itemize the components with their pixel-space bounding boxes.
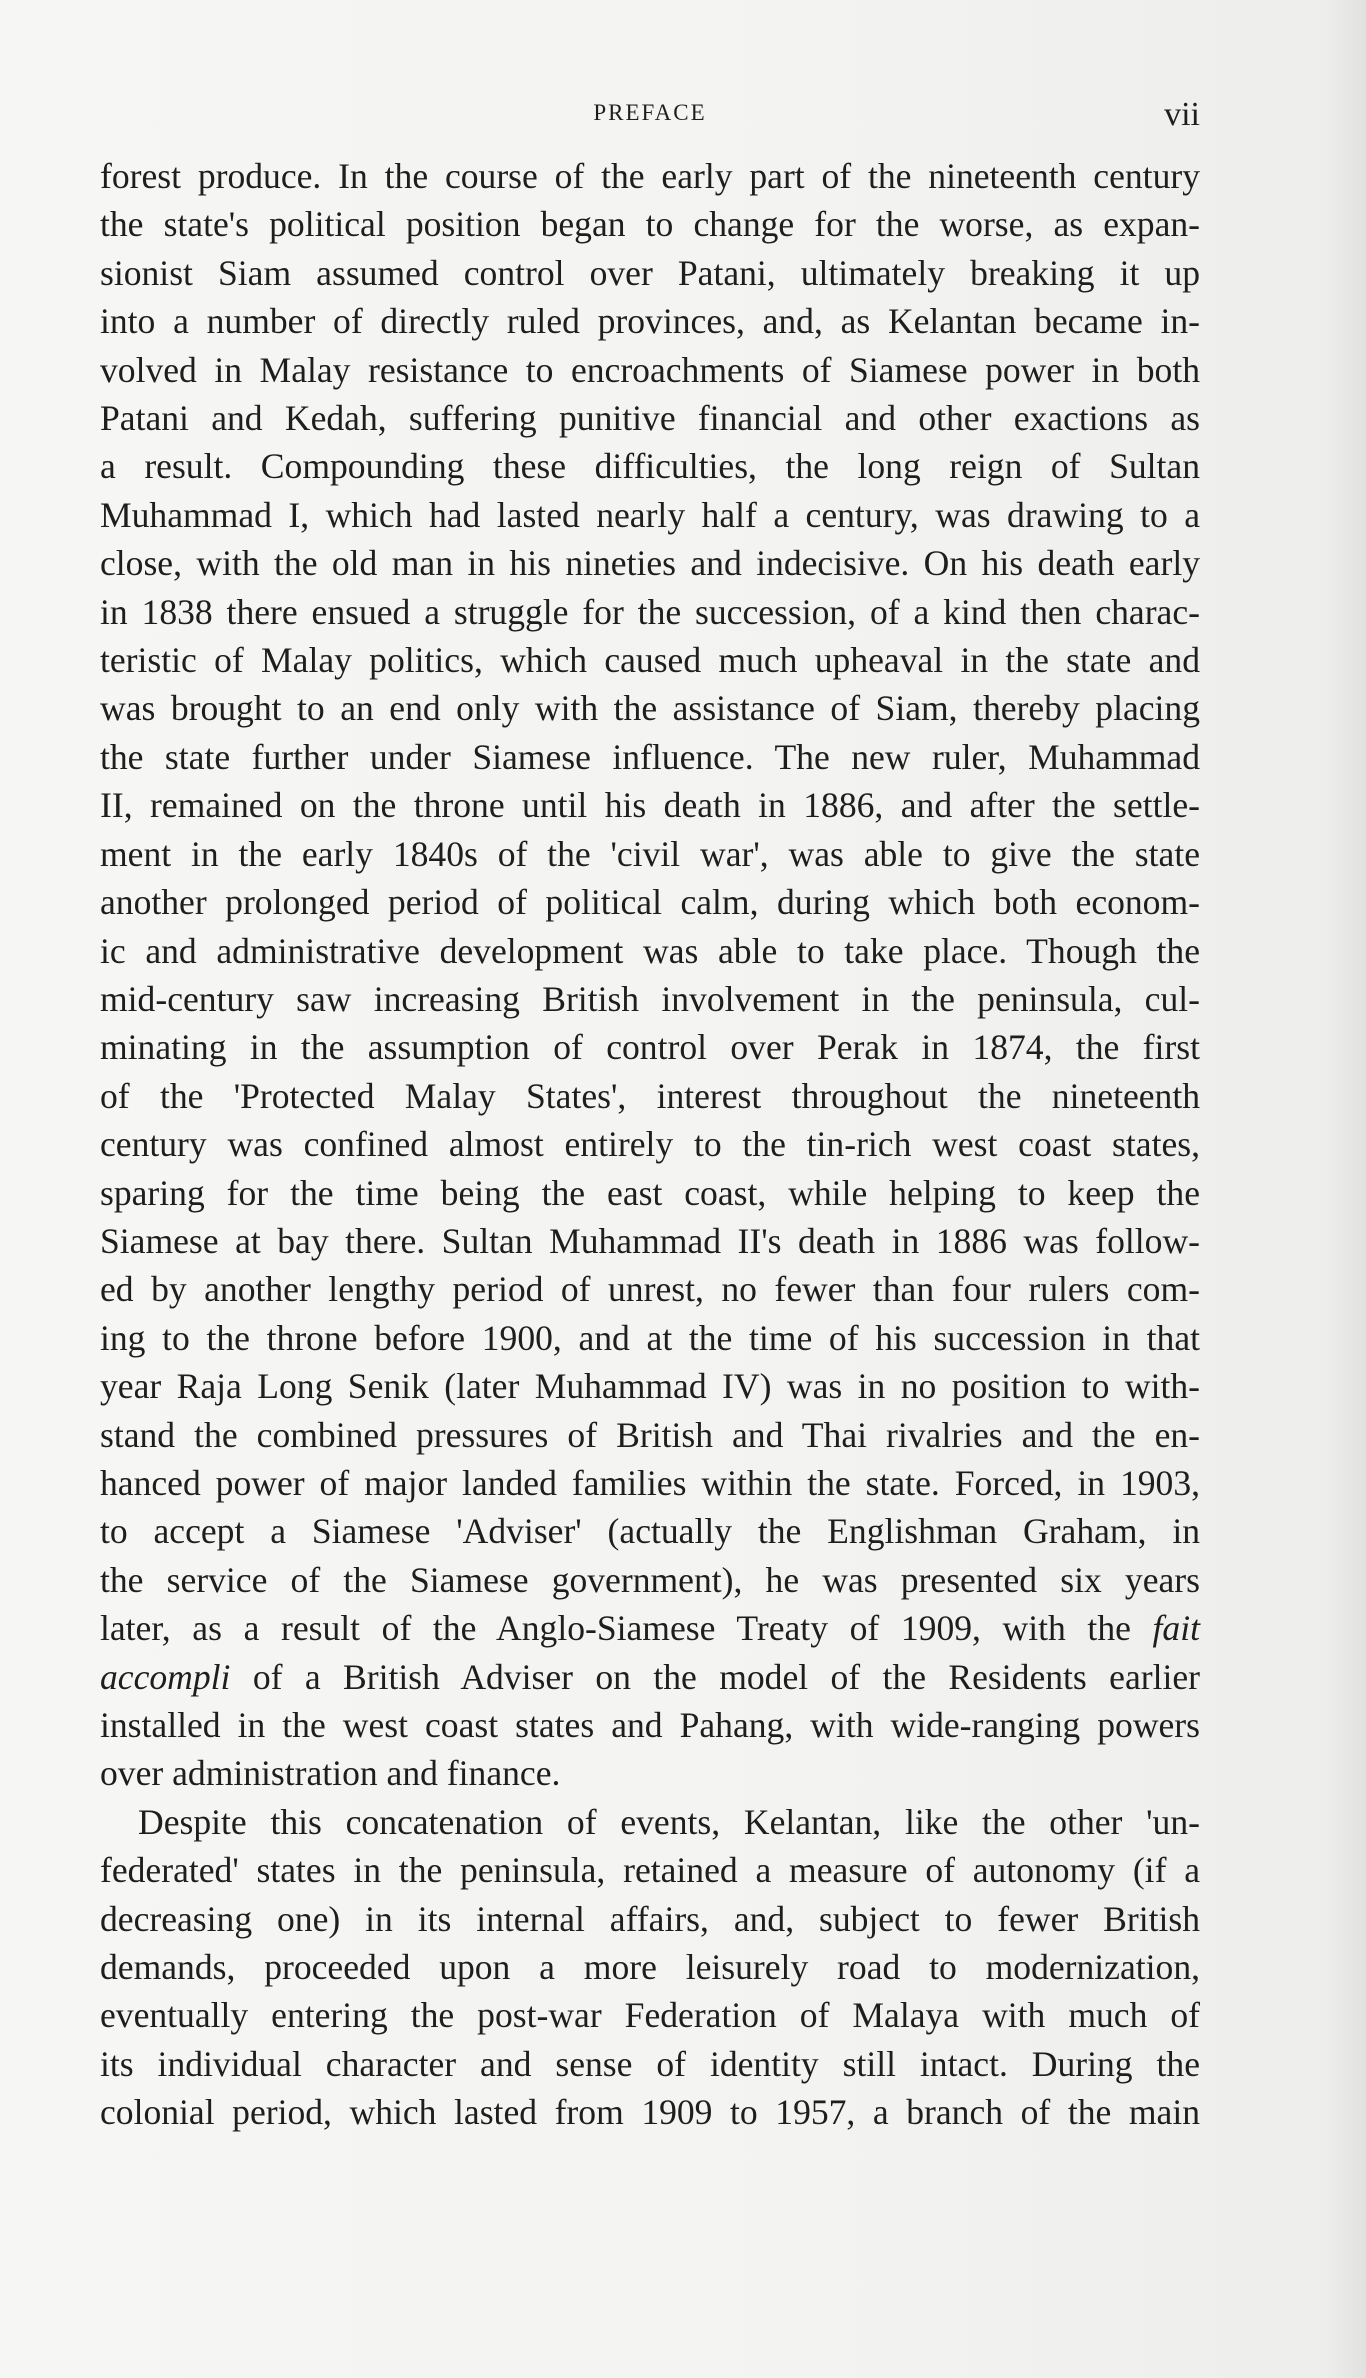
page-number: vii [1164, 96, 1200, 133]
text-line: ment in the early 1840s of the 'civil war', was able to give the state [100, 833, 1200, 874]
text-line: century was confined almost entirely to the tin-rich west coast states, [100, 1124, 1200, 1165]
text-line [100, 1604, 1200, 1652]
text-line: over administration and finance. [100, 1753, 561, 1794]
text-line: into a number of directly ruled provinces, and, as Kelantan became in- [100, 301, 1200, 342]
text-line: its individual character and sense of identity still intact. During the [100, 2043, 1200, 2084]
text-line: Muhammad I, which had lasted nearly half a century, was drawing to a [100, 494, 1200, 535]
text-line: of the 'Protected Malay States', interest throughout the nineteenth [100, 1075, 1200, 1116]
text-line: the service of the Siamese government), he was presented six years [100, 1559, 1200, 1600]
text-line: installed in the west coast states and Pahang, with wide-ranging powers [100, 1705, 1200, 1745]
paragraph-1 [100, 152, 1200, 1798]
text-line: was brought to an end only with the assistance of Siam, thereby placing [100, 688, 1200, 729]
text-line: the state further under Siamese influence. The new ruler, Muhammad [100, 736, 1200, 777]
italic-term: fait [1152, 1608, 1200, 1649]
page-edge-shadow [1326, 0, 1366, 2378]
text-line: to accept a Siamese 'Adviser' (actually the Englishman Graham, in [100, 1511, 1200, 1552]
text-line: hanced power of major landed families within the state. Forced, in 1903, [100, 1462, 1200, 1503]
text-line: decreasing one) in its internal affairs, and, subject to fewer British [100, 1898, 1200, 1939]
text-line: Patani and Kedah, suffering punitive financial and other exactions as [100, 398, 1200, 439]
text-line: sparing for the time being the east coast, while helping to keep the [100, 1172, 1200, 1213]
text-line: Despite this concatenation of events, Kelantan, like the other 'un- [138, 1801, 1200, 1842]
text-line: year Raja Long Senik (later Muhammad IV) was in no position to with- [100, 1366, 1200, 1407]
text-line: ing to the throne before 1900, and at the time of his succession in that [100, 1317, 1200, 1358]
body-text [100, 152, 1200, 2137]
text-line: another prolonged period of political calm, during which both econom- [100, 882, 1200, 923]
text-line: the state's political position began to change for the worse, as expan- [100, 204, 1200, 245]
text-line: volved in Malay resistance to encroachments of Siamese power in both [100, 349, 1200, 390]
text-line: sionist Siam assumed control over Patani, ultimately breaking it up [100, 252, 1200, 293]
chapter-title: PREFACE [593, 100, 707, 125]
text-line: forest produce. In the course of the early part of the nineteenth century [100, 156, 1200, 196]
running-head [100, 96, 1200, 136]
text-line: colonial period, which lasted from 1909 to 1957, a branch of the main [100, 2092, 1200, 2133]
text-fragment: of a British Adviser on the model of the Residents earlier [230, 1656, 1200, 1697]
text-line: federated' states in the peninsula, retained a measure of autonomy (if a [100, 1850, 1200, 1891]
text-fragment: later, as a result of the Anglo-Siamese Treaty of 1909, with the [100, 1608, 1131, 1649]
text-line: eventually entering the post-war Federation of Malaya with much of [100, 1995, 1200, 2036]
text-line: a result. Compounding these difficulties, the long reign of Sultan [100, 446, 1200, 487]
text-line: in 1838 there ensued a struggle for the succession, of a kind then charac- [100, 591, 1200, 632]
text-line: close, with the old man in his nineties and indecisive. On his death early [100, 543, 1200, 584]
paragraph-2 [100, 1798, 1200, 2137]
text-line: stand the combined pressures of British and Thai rivalries and the en- [100, 1414, 1200, 1455]
text-line: Siamese at bay there. Sultan Muhammad II's death in 1886 was follow- [100, 1220, 1200, 1261]
text-line: ic and administrative development was able to take place. Though the [100, 930, 1200, 971]
text-line [100, 1653, 1200, 1701]
text-line: II, remained on the throne until his death in 1886, and after the settle- [100, 785, 1200, 826]
text-line: mid-century saw increasing British involvement in the peninsula, cul- [100, 978, 1200, 1019]
text-line: minating in the assumption of control over Perak in 1874, the first [100, 1027, 1200, 1068]
text-line: demands, proceeded upon a more leisurely road to modernization, [100, 1947, 1200, 1988]
italic-term: accompli [100, 1656, 231, 1697]
text-line: teristic of Malay politics, which caused much upheaval in the state and [100, 640, 1200, 681]
text-line: ed by another lengthy period of unrest, no fewer than four rulers com- [100, 1269, 1200, 1310]
